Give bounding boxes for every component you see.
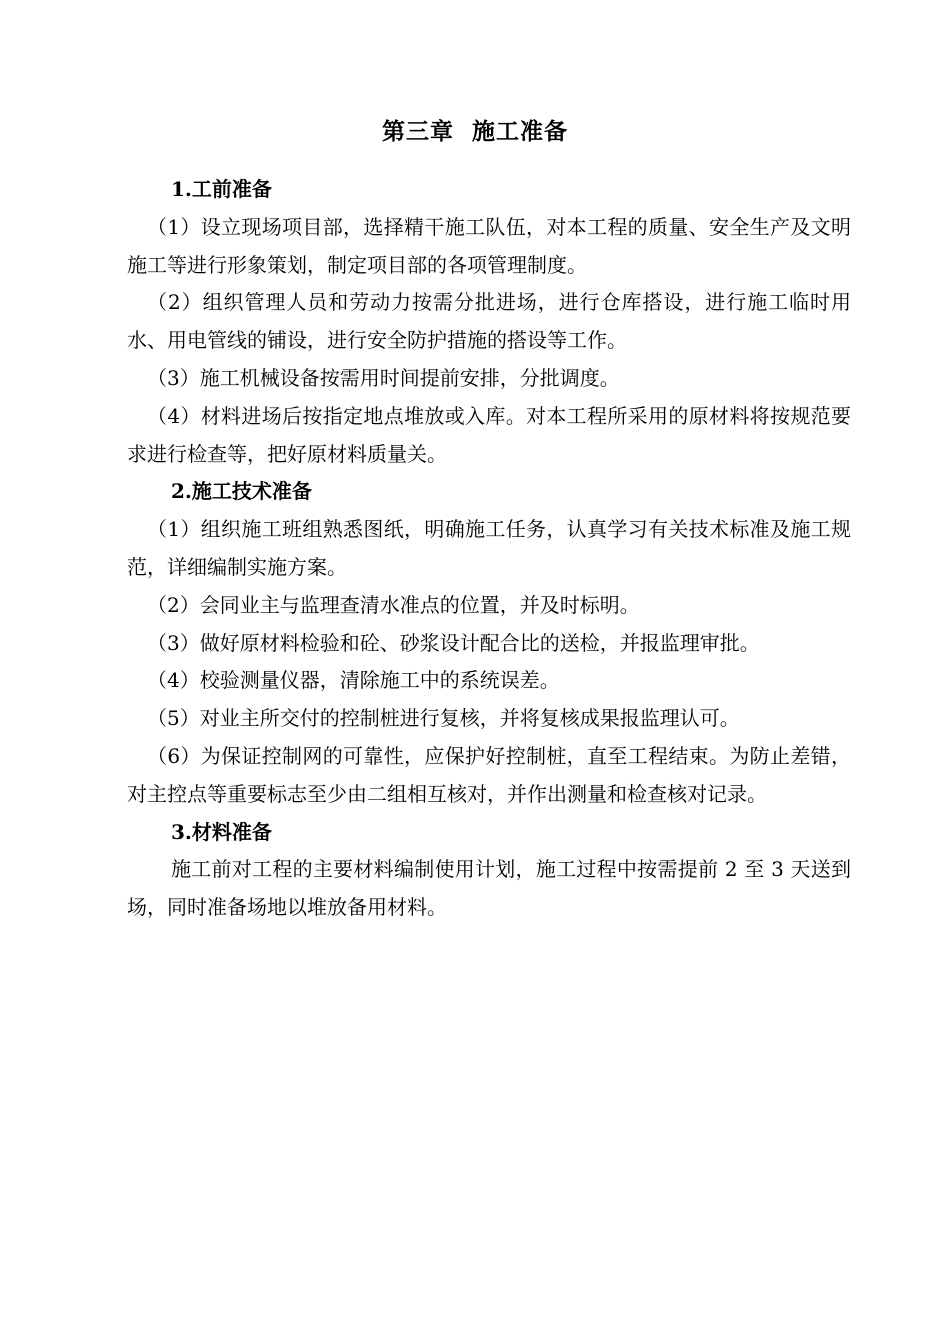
paragraph-1-1: （1）设立现场项目部，选择精干施工队伍，对本工程的质量、安全生产及文明施工等进行形象策划，制定项目部的各项管理制度。 xyxy=(127,214,851,277)
paragraph-3-1: 施工前对工程的主要材料编制使用计划，施工过程中按需提前 2 至 3 天送到场，同时准备场地以堆放备用材料。 xyxy=(127,857,851,920)
document-body xyxy=(127,171,851,927)
paragraph-1-2: （2）组织管理人员和劳动力按需分批进场，进行仓库搭设，进行施工临时用水、用电管线的铺设，进行安全防护措施的搭设等工作。 xyxy=(127,290,851,353)
paragraph-2-3: （3）做好原材料检验和砼、砂浆设计配合比的送检，并报监理审批。 xyxy=(147,630,760,655)
chapter-title: 第三章 施工准备 xyxy=(381,118,568,145)
paragraph-2-2: （2）会同业主与监理查清水准点的位置，并及时标明。 xyxy=(147,592,640,617)
section-heading-3: 3.材料准备 xyxy=(171,819,272,844)
paragraph-2-1: （1）组织施工班组熟悉图纸，明确施工任务，认真学习有关技术标准及施工规范，详细编制实施方案。 xyxy=(127,517,851,579)
section-heading-2: 2.施工技术准备 xyxy=(171,479,312,504)
paragraph-1-4: （4）材料进场后按指定地点堆放或入库。对本工程所采用的原材料将按规范要求进行检查等，把好原材料质量关。 xyxy=(127,403,851,466)
paragraph-2-6: （6）为保证控制网的可靠性，应保护好控制桩，直至工程结束。为防止差错，对主控点等重要标志至少由二组相互核对，并作出测量和检查核对记录。 xyxy=(127,743,851,806)
paragraph-2-4: （4）校验测量仪器，清除施工中的系统误差。 xyxy=(147,668,560,693)
section-heading-1: 1.工前准备 xyxy=(171,177,272,201)
paragraph-1-3: （3）施工机械设备按需用时间提前安排，分批调度。 xyxy=(147,365,620,390)
paragraph-2-5: （5）对业主所交付的控制桩进行复核，并将复核成果报监理认可。 xyxy=(147,706,740,731)
